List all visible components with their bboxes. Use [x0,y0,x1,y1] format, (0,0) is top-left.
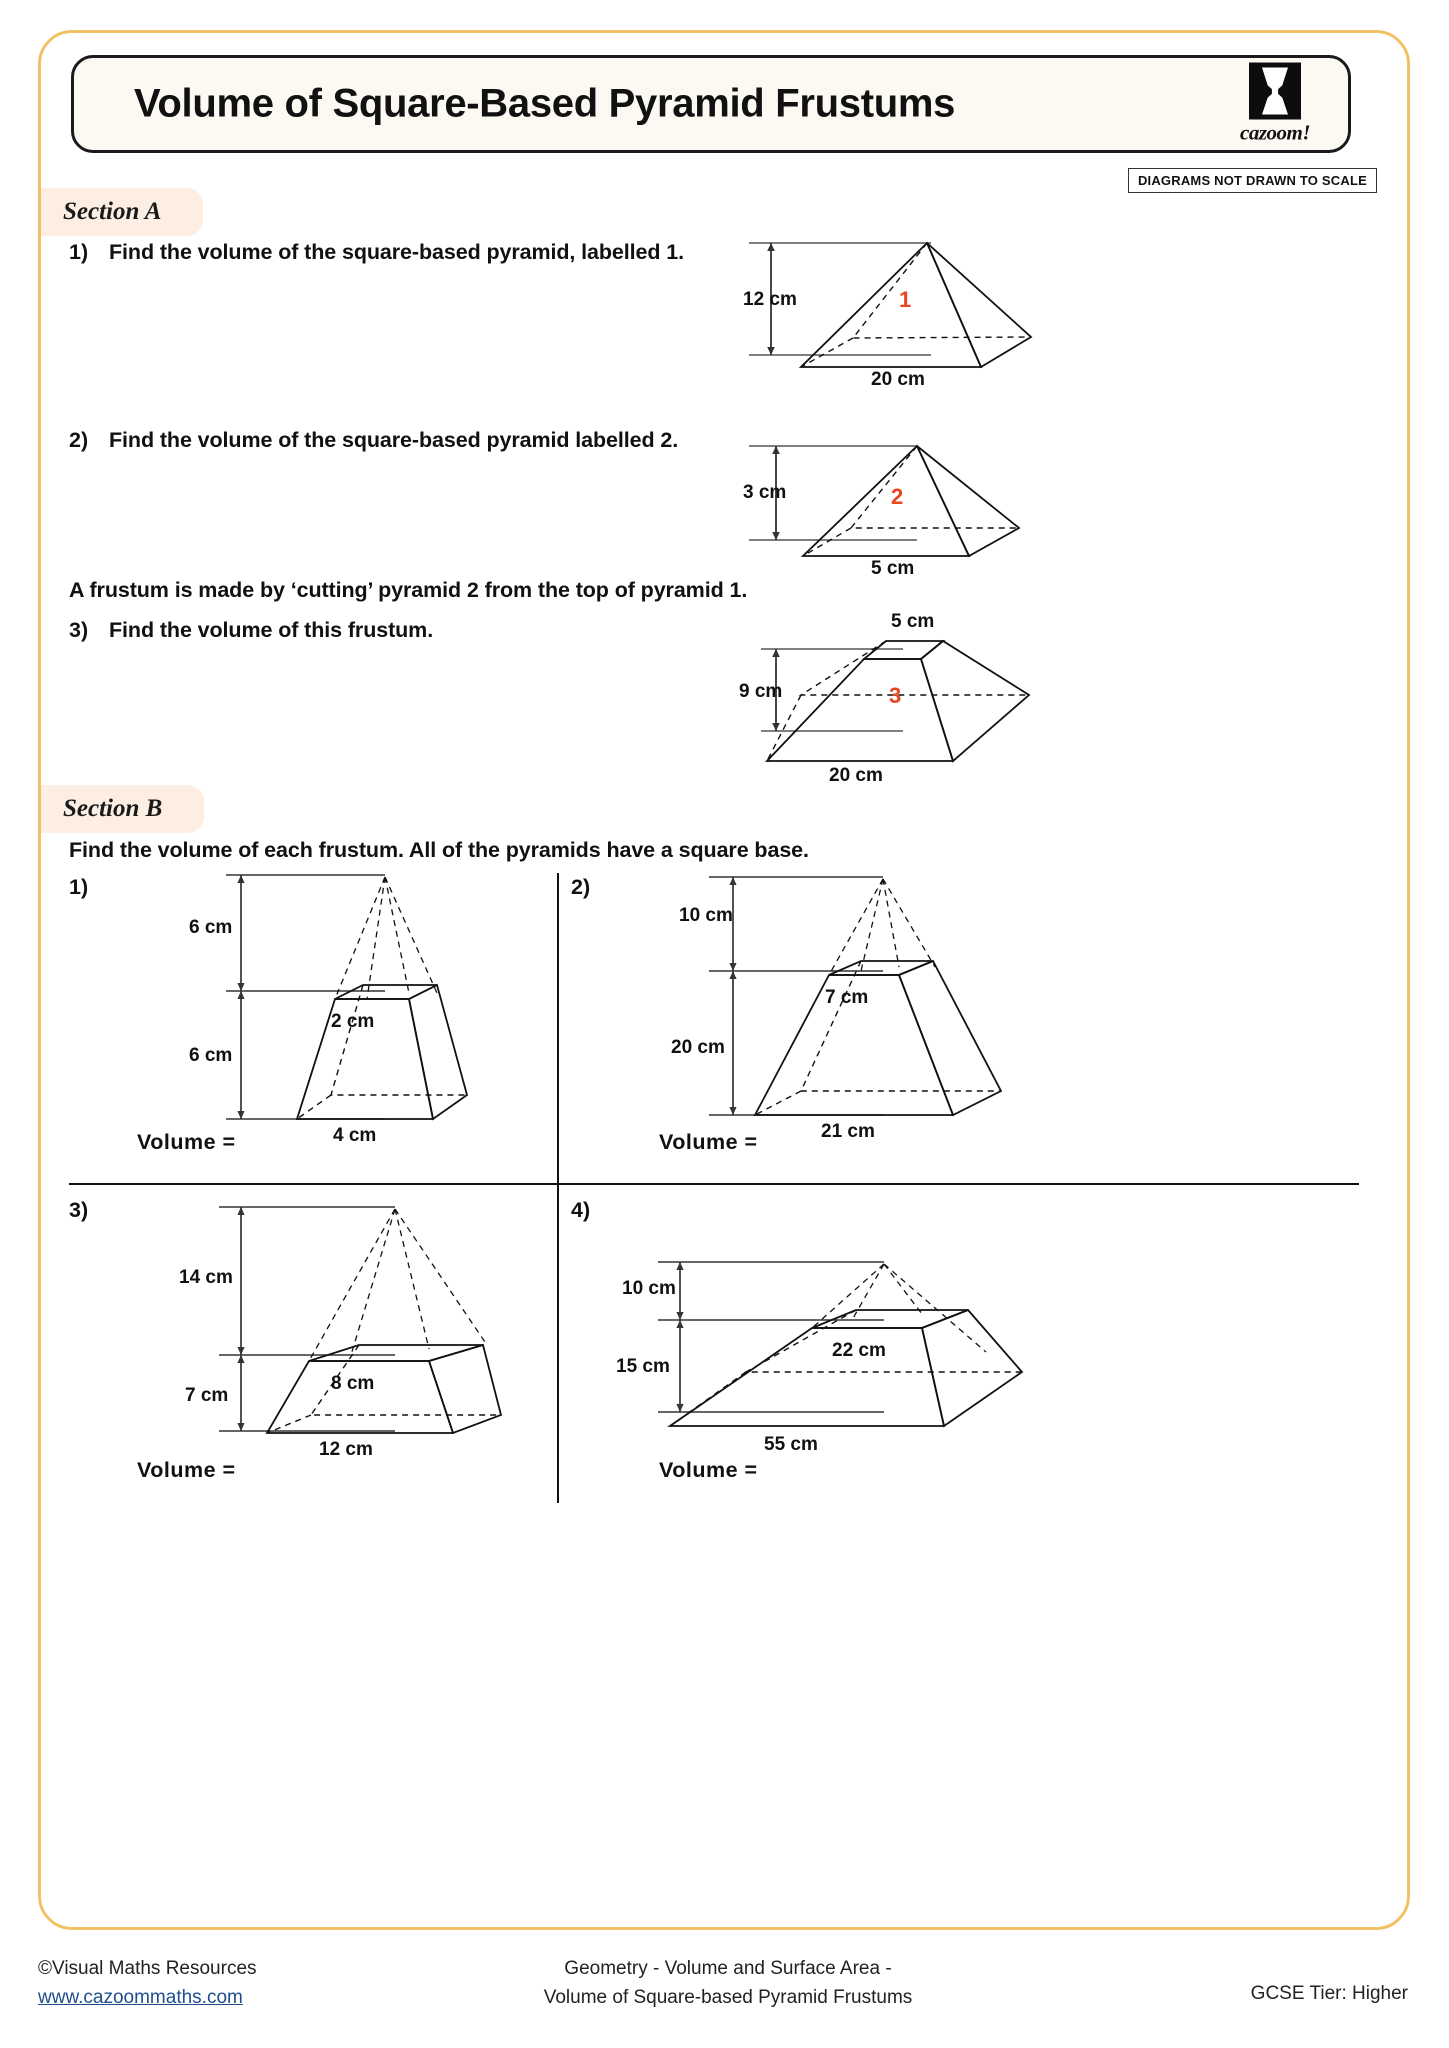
frustum-b2-top-width: 7 cm [825,987,869,1008]
worksheet-page [38,30,1410,1930]
page-footer [38,1948,1418,2038]
section-b-q4-number: 4) [571,1198,591,1222]
pyramid-2-diagram [731,428,1071,579]
section-b-divider-top [557,873,559,1183]
section-b-q3-number: 3) [69,1198,89,1222]
section-b-q4-volume-label: Volume = [659,1458,758,1482]
frustum-b3-base-width: 12 cm [319,1439,373,1460]
section-a-header: Section A [41,188,203,236]
section-b-divider-bottom [557,1183,559,1503]
frustum-3-diagram [731,603,1091,786]
section-a-q1-number: 1) [69,240,89,264]
frustum-b3-top-width: 8 cm [331,1373,375,1394]
cazoom-logo [1236,63,1314,146]
frustum-b2-base-width: 21 cm [821,1121,875,1142]
section-b-q3-volume-label: Volume = [137,1458,236,1482]
footer-website-link[interactable]: www.cazoommaths.com [38,1987,243,2008]
frustum-b3-upper-height: 14 cm [179,1267,233,1288]
section-a-q3-text: Find the volume of this frustum. [109,618,434,642]
footer-center [378,1954,1078,2012]
section-a-q1-text: Find the volume of the square-based pyramid, labelled 1. [109,240,685,264]
frustum-3-base-label: 20 cm [829,765,883,786]
section-b-q2-volume-label: Volume = [659,1130,758,1154]
footer-left [38,1954,257,2012]
frustum-b1-upper-height: 6 cm [189,917,233,938]
frustum-b1-diagram [171,863,531,1146]
frustum-b1-lower-height: 6 cm [189,1045,233,1066]
section-a-q2-text: Find the volume of the square-based pyramid labelled 2. [109,428,679,452]
footer-copyright: ©Visual Maths Resources [38,1958,257,1979]
pyramid-1-tag: 1 [899,287,912,312]
pyramid-2-height-label: 3 cm [743,482,787,503]
frustum-3-tag: 3 [889,683,902,708]
pyramid-1-base-label: 20 cm [871,369,925,390]
frustum-b4-lower-height: 15 cm [616,1356,670,1377]
cazoom-cup-icon [1249,63,1301,120]
frustum-3-top-label: 5 cm [891,611,935,632]
pyramid-1-diagram [731,225,1071,390]
section-b-q1-volume-label: Volume = [137,1130,236,1154]
frustum-b1-top-width: 2 cm [331,1011,375,1032]
pyramid-2-tag: 2 [891,484,904,509]
frustum-b2-lower-height: 20 cm [671,1037,725,1058]
section-a-intro-text: A frustum is made by ‘cutting’ pyramid 2 from the top of pyramid 1. [69,578,748,602]
frustum-b2-diagram [661,863,1051,1143]
pyramid-2-base-label: 5 cm [871,558,915,579]
frustum-b4-diagram [616,1248,1036,1463]
section-b-divider-mid [69,1183,1359,1185]
footer-center-line1: Geometry - Volume and Surface Area - [564,1958,892,1979]
frustum-b1-base-width: 4 cm [333,1125,377,1146]
frustum-b4-base-width: 55 cm [764,1434,818,1455]
frustum-b3-lower-height: 7 cm [185,1385,229,1406]
section-a-q3-number: 3) [69,618,89,642]
footer-tier: GCSE Tier: Higher [1250,1983,1408,2004]
frustum-b3-diagram [171,1193,541,1460]
frustum-b4-upper-height: 10 cm [622,1278,676,1299]
section-b-q2-number: 2) [571,875,591,899]
pyramid-1-height-label: 12 cm [743,289,797,310]
section-b-header: Section B [41,785,204,833]
section-b-q1-number: 1) [69,875,89,899]
section-a-q2-number: 2) [69,428,89,452]
scale-note: DIAGRAMS NOT DRAWN TO SCALE [1128,168,1377,193]
frustum-b4-top-width: 22 cm [832,1340,886,1361]
section-b-instruction: Find the volume of each frustum. All of the pyramids have a square base. [69,838,809,862]
cazoom-logo-text: cazoom! [1240,120,1310,145]
footer-center-line2: Volume of Square-based Pyramid Frustums [543,1987,913,2008]
frustum-3-height-label: 9 cm [739,681,783,702]
title-bar [71,55,1351,153]
frustum-b2-upper-height: 10 cm [679,905,733,926]
page-title: Volume of Square-Based Pyramid Frustums [134,81,956,126]
